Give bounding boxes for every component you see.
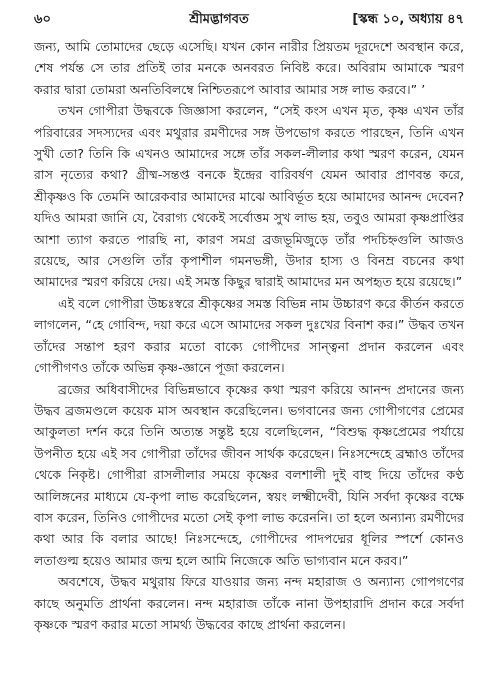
paragraph: অবশেষে, উদ্ধব মথুরায় ফিরে যাওয়ার জন্য নন্দ মহারাজ ও অন্যান্য গোপগণের কাছে অনুমতি প্রার্থনা করলেন। নন্দ মহারাজ তাঁকে নানা উপহারাদি প্রদান করে সর্বদা কৃষ্ণকে স্মরণ করার মতো সামর্থ্য উদ্ধবের কাছে প্রার্থনা করলেন। — [34, 574, 464, 632]
paragraph: ব্রজের অধিবাসীদের বিভিন্নভাবে কৃষ্ণের কথা স্মরণ করিয়ে আনন্দ প্রদানের জন্য উদ্ধব ব্রজমণ্ডলে কয়েক মাস অবস্থান করেছিলেন। ভগবানের জন্য গোপীগণের প্রেমের আকুলতা দর্শন করে তিনি অত্যন্ত সন্তুষ্ট হয়ে বলেছিলেন, “বিশুদ্ধ কৃষ্ণপ্রেমের পর্যায়ে উপনীত হয়ে এই সব গোপীরা তাঁদের জীবন সার্থক করেছেন। নিঃসন্দেহে ব্রহ্মাও তাঁদের থেকে নিকৃষ্ট। গোপীরা রাসলীলার সময়ে কৃষ্ণের বলশালী দুই বাহু দিয়ে তাঁদের কণ্ঠ আলিঙ্গনের মাধ্যমে যে-কৃপা লাভ করেছিলেন, স্বয়ং লক্ষ্মীদেবী, যিনি সর্বদা কৃষ্ণের বক্ষে বাস করেন, তিনিও গোপীদের মতো সেই কৃপা লাভ করেননি। তা হলে অন্যান্য রমণীদের কথা আর কি বলার আছে! নিঃসন্দেহে, গোপীদের পাদপদ্মের ধূলির স্পর্শে কোনও লতাগুল্ম হয়েও আমার জন্ম হলে আমি নিজেকে অতি ভাগ্যবান মনে করব।” — [34, 381, 464, 568]
paragraph: এই বলে গোপীরা উচ্চঃস্বরে শ্রীকৃষ্ণের সমস্ত বিভিন্ন নাম উচ্চারণ করে কীর্তন করতে লাগলেন, “হে গোবিন্দ, দয়া করে এসে আমাদের সকল দুঃখের বিনাশ কর।” উদ্ধব তখন তাঁদের সন্তাপ হরণ করার মতো বাক্যে গোপীদের সান্ত্বনা প্রদান করলেন এবং গোপীগণও তাঁকে অভিন্ন কৃষ্ণ-জ্ঞানে পূজা করলেন। — [34, 295, 464, 376]
paragraph: জন্য, আমি তোমাদের ছেড়ে এসেছি। যখন কোন নারীর প্রিয়তম দূরদেশে অবস্থান করে, শেষ পর্যন্ত সে তার প্রতিই তার মনকে অনবরত নিবিষ্ট করে। অবিরাম আমাকে স্মরণ করার দ্বারা তোমরা অনতিবিলম্বে নিশ্চিতরূপে আবার আমার সঙ্গ লাভ করবে।” ’ — [34, 39, 464, 97]
book-title: শ্রীমদ্ভাগবত — [189, 12, 249, 27]
chapter-reference: [স্কন্ধ ১০, অধ্যায় ৪৭ — [352, 12, 464, 27]
paragraph: তখন গোপীরা উদ্ধবকে জিজ্ঞাসা করলেন, “সেই কংস এখন মৃত, কৃষ্ণ এখন তাঁর পরিবারের সদস্যদের এবং মথুরার রমণীদের সঙ্গ উপভোগ করতে পারছেন, তিনি এখন সুখী তো? তিনি কি এখনও আমাদের সঙ্গে তাঁর সকল-লীলার কথা স্মরণ করেন, যেমন রাস নৃত্যের কথা? গ্রীষ্ম-সন্তপ্ত বনকে ইন্দ্রের বারিবর্ষণ যেমন আবার প্রাণবন্ত করে, শ্রীকৃষ্ণও কি তেমনি আরেকবার আমাদের মাঝে আবির্ভূত হয়ে আমাদের আনন্দ দেবেন? যদিও আমরা জানি যে, বৈরাগ্য থেকেই সর্বোত্তম সুখ লাভ হয়, তবুও আমরা কৃষ্ণপ্রাপ্তির আশা ত্যাগ করতে পারছি না, কারণ সমগ্র ব্রজভূমিজুড়ে তাঁর পদচিহ্নগুলি আজও রয়েছে, আর সেগুলি তাঁর কৃপাশীল গমনভঙ্গী, উদার হাস্য ও বিনম্র বচনের কথা আমাদের স্মরণ করিয়ে দেয়। এই সমস্ত কিছুর দ্বারাই আমাদের মন অপহৃত হয়ে রয়েছে।” — [34, 103, 464, 290]
page-body — [34, 36, 464, 635]
page-number: ৬০ — [34, 12, 51, 27]
running-header — [34, 10, 464, 32]
